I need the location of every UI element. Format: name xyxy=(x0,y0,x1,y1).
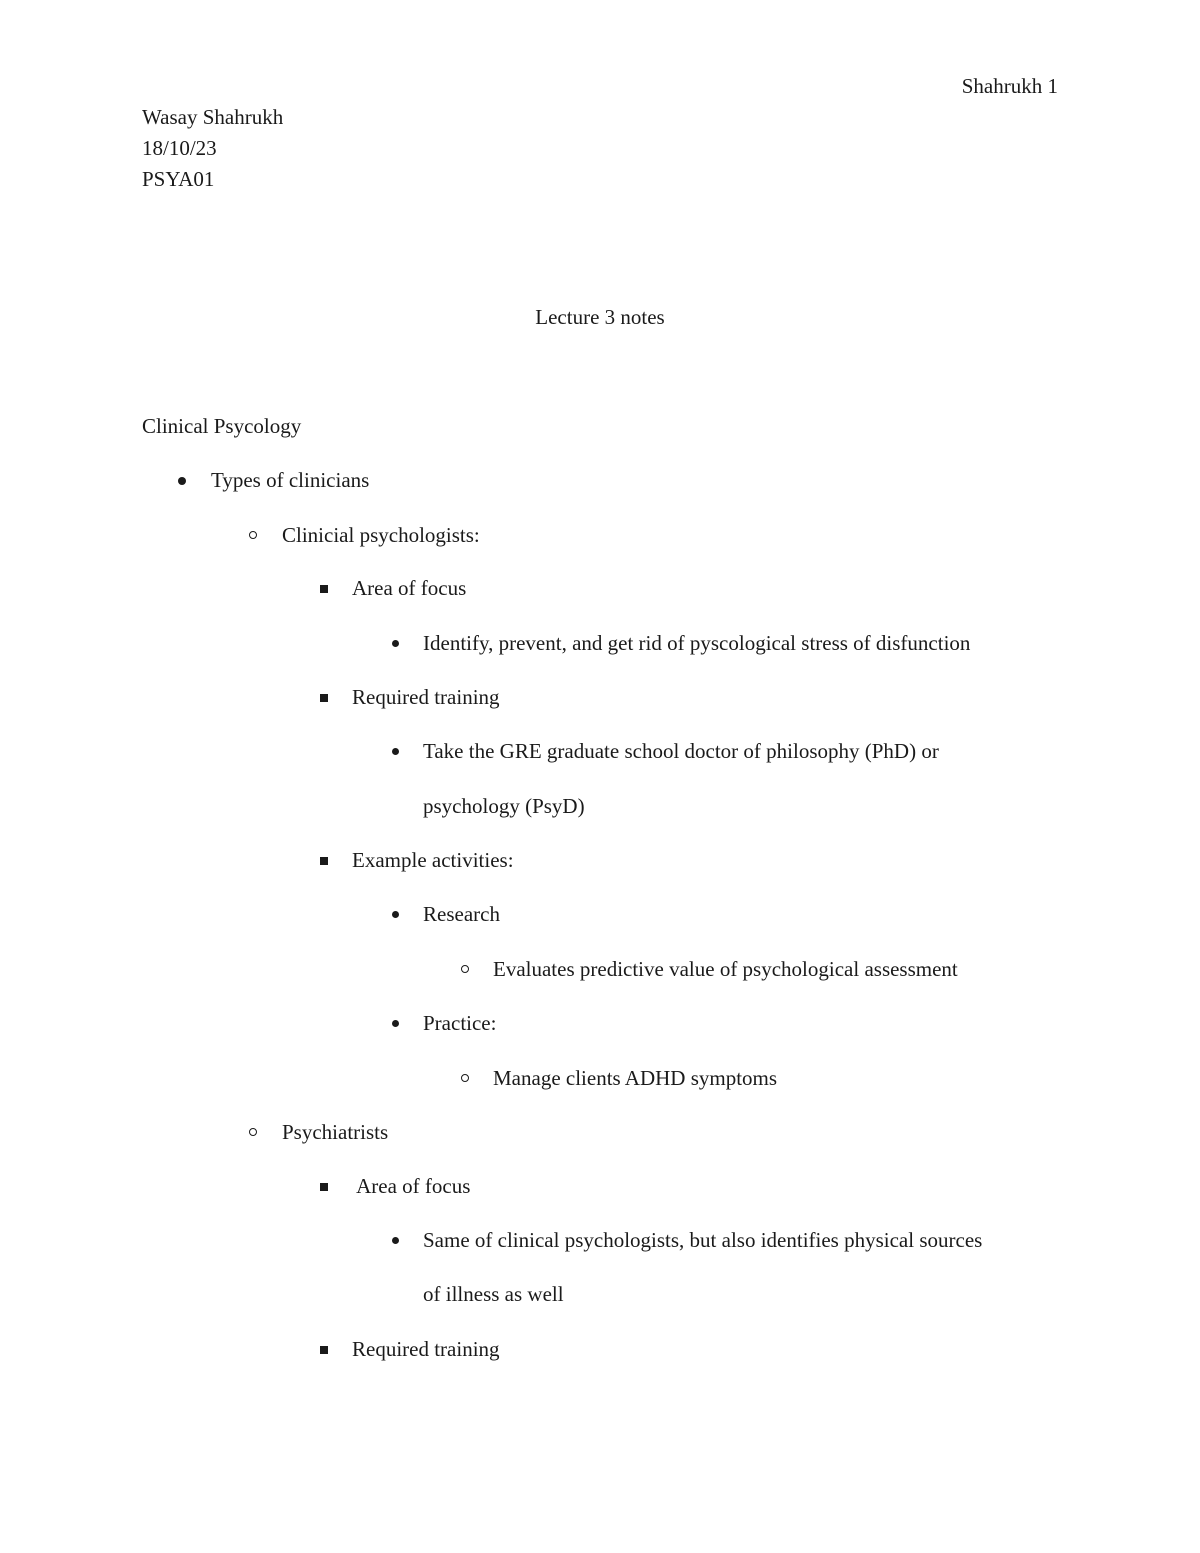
list-item: Evaluates predictive value of psychological assessment xyxy=(493,957,958,981)
square-bullet-icon xyxy=(320,585,328,593)
list-item-continuation: psychology (PsyD) xyxy=(423,794,585,818)
square-bullet-icon xyxy=(320,1346,328,1354)
list-item: Psychiatrists xyxy=(282,1120,389,1144)
section-heading: Clinical Psycology xyxy=(142,414,302,438)
author-name: Wasay Shahrukh xyxy=(142,105,284,129)
list-item: Area of focus xyxy=(352,576,467,600)
list-item: Identify, prevent, and get rid of pyscological stress of disfunction xyxy=(423,631,971,655)
list-item: Required training xyxy=(352,685,500,709)
disc-bullet-icon xyxy=(392,1020,399,1027)
list-item: Clinicial psychologists: xyxy=(282,523,480,547)
square-bullet-icon xyxy=(320,1183,328,1191)
circle-bullet-icon xyxy=(249,531,257,539)
list-item: Take the GRE graduate school doctor of philosophy (PhD) or xyxy=(423,739,939,763)
circle-bullet-icon xyxy=(461,965,469,973)
circle-bullet-icon xyxy=(249,1128,257,1136)
disc-bullet-icon xyxy=(178,477,186,485)
date: 18/10/23 xyxy=(142,136,217,160)
square-bullet-icon xyxy=(320,694,328,702)
list-item: Area of focus xyxy=(352,1174,471,1198)
list-item: Types of clinicians xyxy=(211,468,370,492)
list-item: Manage clients ADHD symptoms xyxy=(493,1066,778,1090)
disc-bullet-icon xyxy=(392,1237,399,1244)
circle-bullet-icon xyxy=(461,1074,469,1082)
list-item: Research xyxy=(423,902,500,926)
course-code: PSYA01 xyxy=(142,167,215,191)
list-item-continuation: of illness as well xyxy=(423,1282,564,1306)
list-item: Practice: xyxy=(423,1011,497,1035)
square-bullet-icon xyxy=(320,857,328,865)
page-number: Shahrukh 1 xyxy=(961,74,1058,98)
disc-bullet-icon xyxy=(392,911,399,918)
document-title: Lecture 3 notes xyxy=(535,305,665,329)
disc-bullet-icon xyxy=(392,640,399,647)
list-item: Example activities: xyxy=(352,848,514,872)
disc-bullet-icon xyxy=(392,748,399,755)
list-item: Same of clinical psychologists, but also identifies physical sources xyxy=(423,1228,983,1252)
list-item: Required training xyxy=(352,1337,500,1361)
